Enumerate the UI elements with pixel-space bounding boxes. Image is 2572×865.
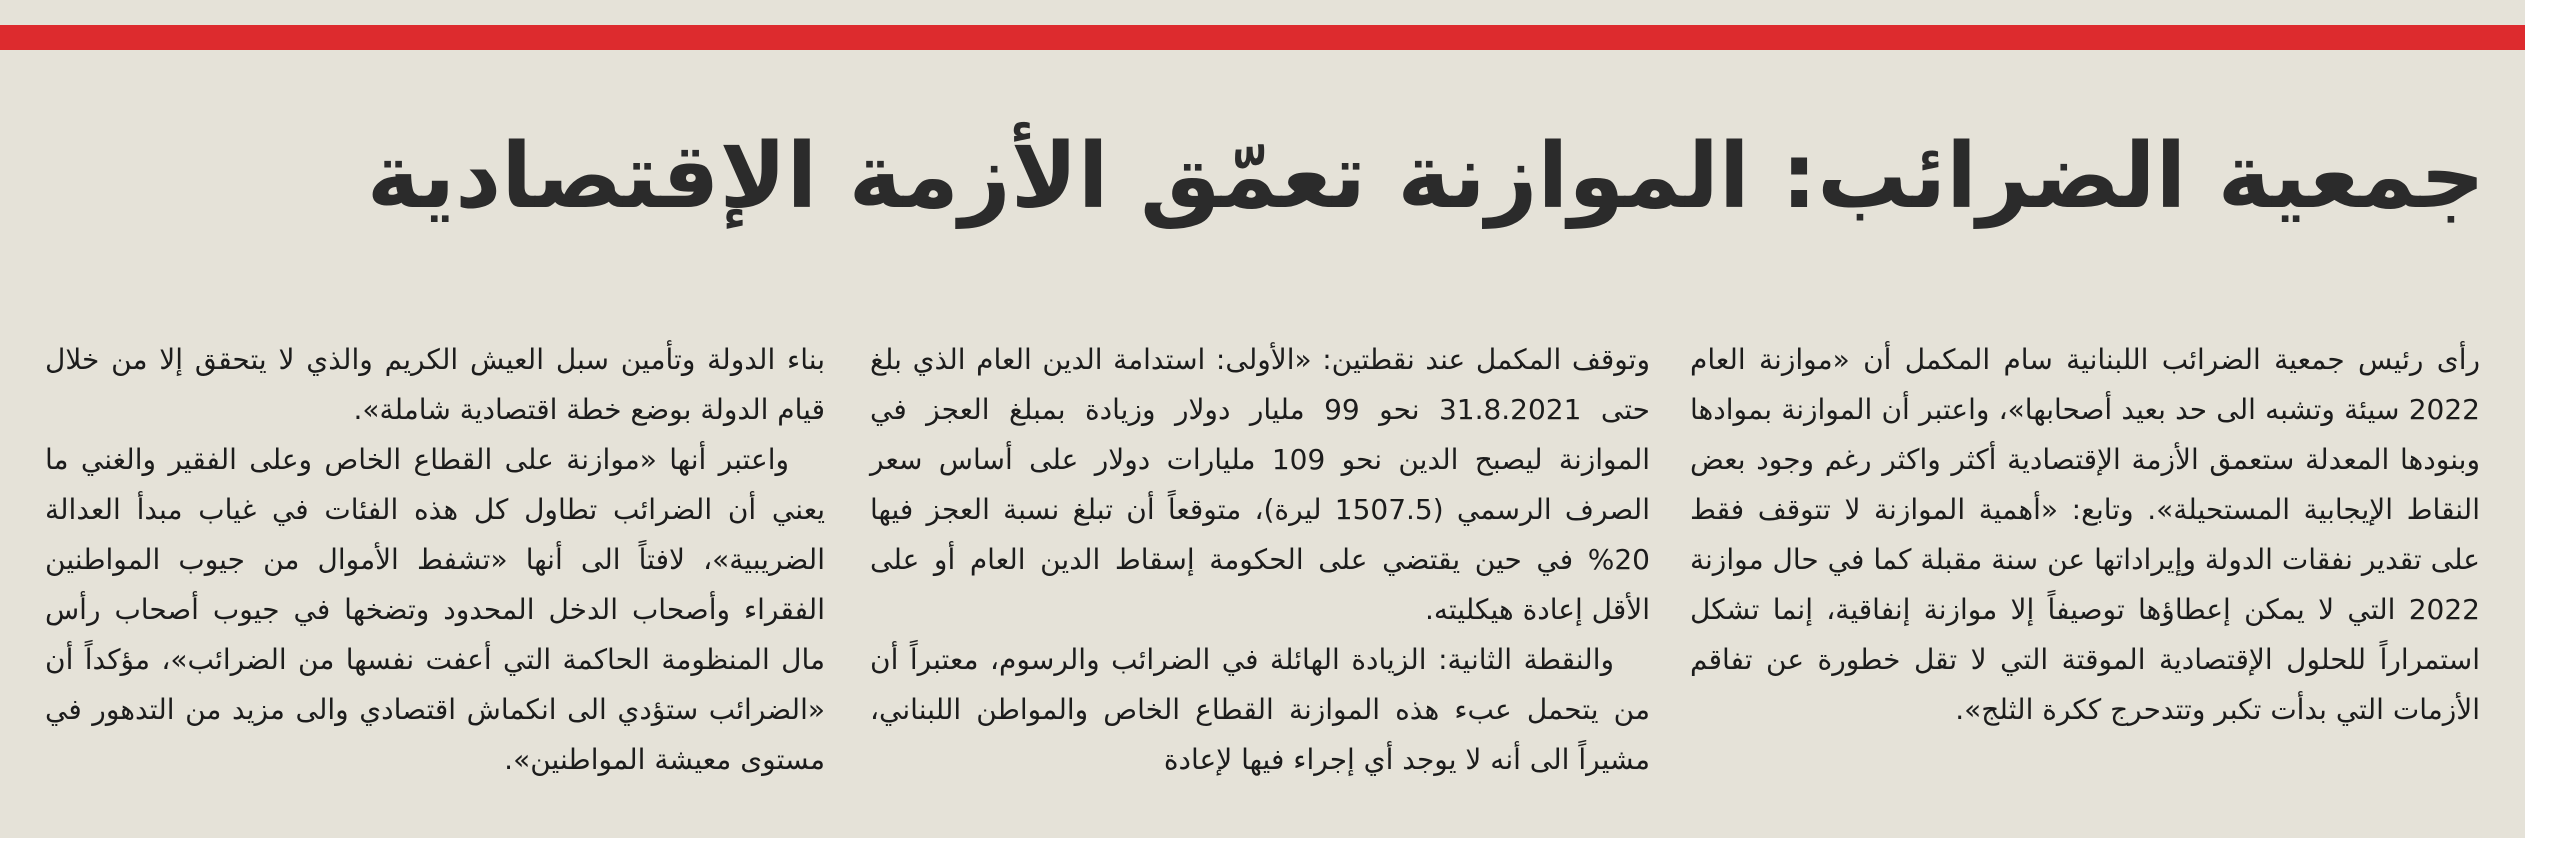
article-column-3: [45, 335, 825, 785]
paragraph: بناء الدولة وتأمين سبل العيش الكريم والذي لا يتحقق إلا من خلال قيام الدولة بوضع خطة اقتصادية شاملة».: [45, 343, 825, 426]
article-column-1: [1690, 335, 2480, 735]
article-headline: جمعية الضرائب: الموازنة تعمّق الأزمة الإقتصادية: [366, 124, 2485, 229]
paragraph: واعتبر أنها «موازنة على القطاع الخاص وعلى الفقير والغني ما يعني أن الضرائب تطاول كل هذه الفئات في غياب مبدأ العدالة الضريبية»، لافتاً الى أنها «تشفط الأموال من جيوب المواطنين الفقراء وأصحاب الدخل المحدود وتضخها في جيوب أصحاب رأس مال المنظومة الحاكمة التي أعفت نفسها من الضرائب»، مؤكداً أن «الضرائب ستؤدي الى انكماش اقتصادي والى مزيد من التدهور في مستوى معيشة المواطنين».: [45, 443, 825, 776]
article-column-2: [870, 335, 1650, 785]
paragraph: وتوقف المكمل عند نقطتين: «الأولى: استدامة الدين العام الذي بلغ حتى 31.8.2021 نحو 99 مليار دولار وزيادة بمبلغ العجز في الموازنة ليصبح الدين نحو 109 مليارات دولار على أساس سعر الصرف الرسمي (1507.5 ليرة)، متوقعاً أن تبلغ نسبة العجز فيها 20% في حين يقتضي على الحكومة إسقاط الدين العام أو على الأقل إعادة هيكليته.: [870, 343, 1651, 626]
paragraph: والنقطة الثانية: الزيادة الهائلة في الضرائب والرسوم، معتبراً أن من يتحمل عبء هذه الموازنة القطاع الخاص والمواطن اللبناني، مشيراً الى أنه لا يوجد أي إجراء فيها لإعادة: [870, 643, 1650, 776]
red-accent-bar: [0, 25, 2525, 50]
paragraph: رأى رئيس جمعية الضرائب اللبنانية سام المكمل أن «موازنة العام 2022 سيئة وتشبه الى حد بعيد أصحابها»، واعتبر أن الموازنة بموادها وبنودها المعدلة ستعمق الأزمة الإقتصادية أكثر واكثر رغم وجود بعض النقاط الإيجابية المستحيلة». وتابع: «أهمية الموازنة لا تتوقف فقط على تقدير نفقات الدولة وإيراداتها عن سنة مقبلة كما في حال موازنة 2022 التي لا يمكن إعطاؤها توصيفاً إلا موازنة إنفاقية، إنما تشكل استمراراً للحلول الإقتصادية الموقتة التي لا تقل خطورة عن تفاقم الأزمات التي بدأت تكبر وتتدحرج ككرة الثلج».: [1690, 343, 2480, 726]
